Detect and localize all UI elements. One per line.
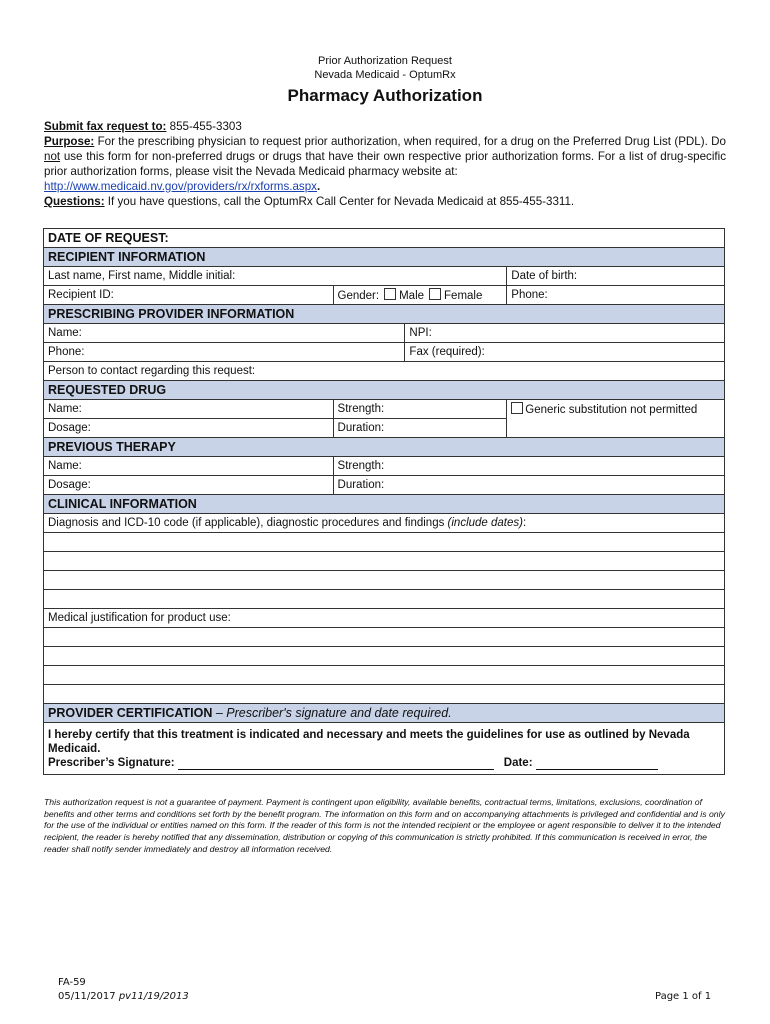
therapy-dosage-field[interactable]: Dosage:	[44, 476, 334, 495]
therapy-duration-field[interactable]: Duration:	[333, 476, 724, 495]
form-date	[58, 991, 189, 1002]
female-label: Female	[444, 290, 483, 302]
recipient-phone-field[interactable]: Phone:	[507, 286, 725, 305]
authorization-form	[43, 228, 725, 775]
diagnosis-line[interactable]	[44, 552, 725, 571]
provider-heading: PRESCRIBING PROVIDER INFORMATION	[44, 305, 725, 324]
fax-label: Submit fax request to:	[44, 120, 167, 133]
form-id: FA-59	[58, 977, 86, 988]
therapy-strength-field[interactable]: Strength:	[333, 457, 724, 476]
header-line-2: Nevada Medicaid - OptumRx	[314, 69, 456, 81]
fax-line	[44, 119, 726, 134]
certification-heading-row	[44, 704, 725, 723]
questions-line	[44, 194, 726, 209]
recipient-name-field[interactable]: Last name, First name, Middle initial:	[44, 267, 507, 286]
recipient-id-field[interactable]: Recipient ID:	[44, 286, 334, 305]
header-line-1: Prior Authorization Request	[318, 55, 452, 67]
medicaid-forms-link[interactable]: http://www.medicaid.nv.gov/providers/rx/rxforms.aspx	[44, 180, 317, 193]
provider-fax-field[interactable]: Fax (required):	[405, 343, 725, 362]
purpose-text-b: use this form for non-preferred drugs or drugs that have their own respective prior authorization forms. For a list of drug-specific prior authorization forms, please visit the Nevada Medicaid pharmacy website at:	[44, 150, 726, 178]
form-version: pv11/19/2013	[118, 991, 189, 1002]
fax-number: 855-455-3303	[166, 120, 242, 133]
drug-heading: REQUESTED DRUG	[44, 381, 725, 400]
signature-label: Prescriber’s Signature:	[48, 757, 175, 769]
gender-field	[333, 286, 507, 305]
justification-line[interactable]	[44, 685, 725, 704]
diagnosis-label: Diagnosis and ICD-10 code (if applicable), diagnostic procedures and findings	[48, 517, 448, 529]
page-title: Pharmacy Authorization	[287, 86, 483, 105]
npi-field[interactable]: NPI:	[405, 324, 725, 343]
drug-dosage-field[interactable]: Dosage:	[44, 419, 334, 438]
signature-row	[48, 756, 720, 770]
diagnosis-line[interactable]	[44, 533, 725, 552]
purpose-not: not	[44, 150, 61, 163]
generic-substitution-cell	[507, 400, 725, 438]
certification-note: – Prescriber's signature and date required.	[212, 706, 452, 720]
generic-substitution-checkbox[interactable]	[511, 402, 523, 414]
intro-block	[44, 119, 726, 209]
diagnosis-label-row	[44, 514, 725, 533]
disclaimer: This authorization request is not a guarantee of payment. Payment is contingent upon eligibility, available benefits, contractual terms, limitations, exclusions, coordination of benefits and other terms and conditions set forth by the benefit program. The information on this form and on accompanying attachments is privileged and confidential and is only for the use of the individual or entities named on this form. If the reader of this form is not the intended recipient or the employee or agent responsible to deliver it to the intended recipient, the reader is hereby notified that any dissemination, distribution or copying of this communication is strictly prohibited. If this communication is received in error, the reader shall notify sender immediately and destroy all information received.	[44, 797, 725, 854]
drug-strength-field[interactable]: Strength:	[333, 400, 507, 419]
diagnosis-line[interactable]	[44, 590, 725, 609]
female-checkbox[interactable]	[429, 288, 441, 300]
generic-substitution-label: Generic substitution not permitted	[525, 404, 698, 416]
form-date-text: 05/11/2017	[58, 991, 119, 1002]
justification-label: Medical justification for product use:	[44, 609, 725, 628]
certification-heading: PROVIDER CERTIFICATION	[48, 706, 213, 720]
recipient-heading: RECIPIENT INFORMATION	[44, 248, 725, 267]
date-of-birth-field[interactable]: Date of birth:	[507, 267, 725, 286]
therapy-name-field[interactable]: Name:	[44, 457, 334, 476]
justification-line[interactable]	[44, 647, 725, 666]
male-label: Male	[399, 290, 425, 302]
diagnosis-line[interactable]	[44, 571, 725, 590]
diagnosis-italic: (include dates)	[447, 517, 523, 529]
male-checkbox[interactable]	[384, 288, 396, 300]
provider-phone-field[interactable]: Phone:	[44, 343, 405, 362]
purpose-text-a: For the prescribing physician to request prior authorization, when required, for a drug on the Preferred Drug List (PDL). Do	[94, 135, 726, 148]
justification-line[interactable]	[44, 628, 725, 647]
clinical-heading: CLINICAL INFORMATION	[44, 495, 725, 514]
contact-person-field[interactable]: Person to contact regarding this request:	[44, 362, 725, 381]
signature-line[interactable]	[178, 757, 494, 770]
questions-label: Questions:	[44, 195, 105, 208]
provider-name-field[interactable]: Name:	[44, 324, 405, 343]
url-period: .	[316, 180, 321, 193]
purpose-label: Purpose:	[44, 135, 95, 148]
diagnosis-colon: :	[522, 517, 527, 529]
certification-body	[44, 723, 725, 775]
page-number: Page 1 of 1	[655, 991, 712, 1002]
date-label: Date:	[503, 757, 533, 769]
questions-text: If you have questions, call the OptumRx Call Center for Nevada Medicaid at 855-455-3311.	[104, 195, 575, 208]
purpose-paragraph	[44, 134, 726, 194]
date-of-request-field[interactable]: DATE OF REQUEST:	[44, 229, 725, 248]
therapy-heading: PREVIOUS THERAPY	[44, 438, 725, 457]
justification-line[interactable]	[44, 666, 725, 685]
gender-label: Gender:	[337, 290, 380, 302]
drug-name-field[interactable]: Name:	[44, 400, 334, 419]
drug-duration-field[interactable]: Duration:	[333, 419, 507, 438]
signature-date-line[interactable]	[536, 757, 658, 770]
certification-statement: I hereby certify that this treatment is indicated and necessary and meets the guidelines for use as outlined by Nevada Medicaid.	[48, 729, 690, 755]
